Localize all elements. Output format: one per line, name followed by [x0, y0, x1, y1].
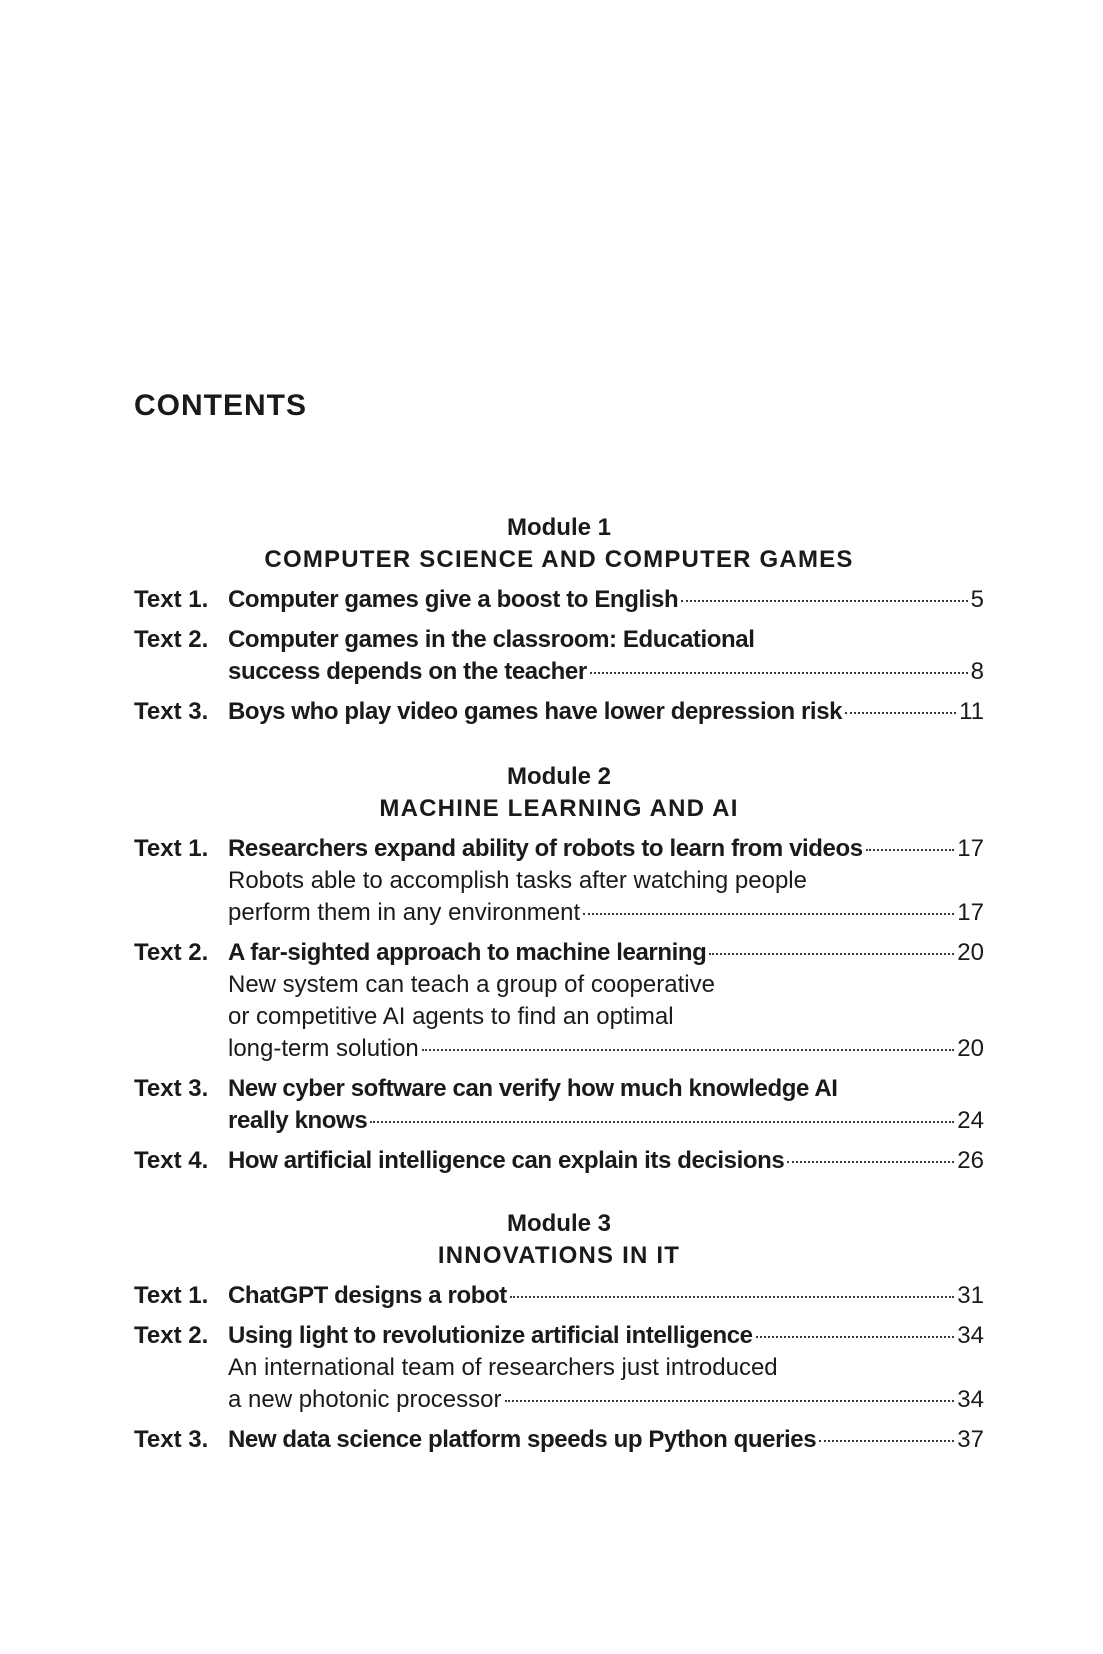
- module-number: Module 2: [506, 763, 611, 790]
- dot-leader: [590, 672, 968, 674]
- toc-entry-title-line: [228, 1320, 984, 1352]
- page-number: 37: [957, 1426, 984, 1453]
- toc-entry-title-line: [228, 1280, 984, 1312]
- toc-entry-text: Boys who play video games have lower depression risk: [228, 698, 843, 725]
- dot-leader: [819, 1440, 954, 1442]
- toc-entry-text: long-term solution: [228, 1035, 419, 1062]
- module-section: [134, 1208, 984, 1464]
- toc-entry-text: Computer games give a boost to English: [228, 586, 679, 613]
- dot-leader: [583, 913, 954, 915]
- module-title: INNOVATIONS IN IT: [437, 1242, 681, 1269]
- dot-leader: [422, 1049, 955, 1051]
- toc-entry[interactable]: [134, 584, 984, 616]
- toc-entry-text: perform them in any environment: [228, 899, 581, 926]
- toc-entry-body: [228, 1145, 984, 1177]
- dot-leader: [709, 953, 954, 955]
- toc-entry-text: Using light to revolutionize artificial intelligence: [228, 1322, 753, 1349]
- page-number: 24: [957, 1107, 984, 1134]
- toc-entry-body: [228, 584, 984, 616]
- toc-entry-text: success depends on the teacher: [228, 658, 587, 685]
- toc-entry-subtitle-line: New system can teach a group of cooperative: [228, 971, 715, 998]
- toc-entry-label: Text 1.: [134, 835, 209, 862]
- toc-entry-title-line: [228, 584, 984, 616]
- page-number: 31: [957, 1282, 984, 1309]
- toc-entry-title-line: [228, 1145, 984, 1177]
- toc-entry-label: Text 4.: [134, 1147, 209, 1174]
- toc-entry-body: [228, 1320, 984, 1416]
- toc-entry-title-line: [228, 1105, 984, 1137]
- dot-leader: [787, 1161, 954, 1163]
- toc-entry-body: [228, 937, 984, 1065]
- dot-leader: [845, 712, 956, 714]
- dot-leader: [866, 849, 955, 851]
- page-number: 11: [959, 698, 984, 725]
- toc-entry-label: Text 2.: [134, 939, 209, 966]
- page-number: 17: [957, 835, 984, 862]
- page-number: 34: [957, 1322, 984, 1349]
- toc-entry[interactable]: [134, 624, 984, 688]
- toc-entry-title-line: New cyber software can verify how much knowledge AI: [228, 1075, 838, 1102]
- toc-entry-subtitle-line: [228, 897, 984, 929]
- toc-entry[interactable]: [134, 833, 984, 929]
- toc-entry-text: Researchers expand ability of robots to learn from videos: [228, 835, 863, 862]
- toc-entry-title-line: [228, 833, 984, 865]
- toc-entry-text: a new photonic processor: [228, 1386, 502, 1413]
- toc-entry-text: A far-sighted approach to machine learning: [228, 939, 707, 966]
- toc-entry-title-line: Computer games in the classroom: Educational: [228, 626, 755, 653]
- toc-entry-body: [228, 1280, 984, 1312]
- page-number: 26: [957, 1147, 984, 1174]
- toc-entry-label: Text 3.: [134, 1075, 209, 1102]
- toc-entry-body: [228, 1073, 984, 1137]
- toc-entry-title-line: [228, 696, 984, 728]
- toc-entry[interactable]: [134, 1073, 984, 1137]
- toc-entry-subtitle-line: or competitive AI agents to find an optimal: [228, 1003, 674, 1030]
- dot-leader: [370, 1121, 954, 1123]
- module-section: [134, 761, 984, 1185]
- toc-entry-label: Text 2.: [134, 626, 209, 653]
- toc-entry-subtitle-line: [228, 1033, 984, 1065]
- dot-leader: [505, 1400, 955, 1402]
- toc-entry[interactable]: [134, 1145, 984, 1177]
- toc-entry-subtitle-line: Robots able to accomplish tasks after watching people: [228, 867, 807, 894]
- toc-entry-title-line: [228, 937, 984, 969]
- page-number: 17: [957, 899, 984, 926]
- page-title: CONTENTS: [134, 389, 307, 422]
- toc-entry-text: How artificial intelligence can explain its decisions: [228, 1147, 785, 1174]
- toc-entry-label: Text 3.: [134, 698, 209, 725]
- dot-leader: [510, 1296, 954, 1298]
- toc-entry[interactable]: [134, 937, 984, 1065]
- toc-entry-label: Text 3.: [134, 1426, 209, 1453]
- toc-entry-subtitle-line: An international team of researchers just introduced: [228, 1354, 778, 1381]
- toc-entry-title-line: [228, 656, 984, 688]
- toc-entry-text: really knows: [228, 1107, 368, 1134]
- toc-entry-label: Text 1.: [134, 586, 209, 613]
- page-number: 8: [970, 658, 984, 685]
- toc-entry[interactable]: [134, 1280, 984, 1312]
- toc-entry[interactable]: [134, 1424, 984, 1456]
- toc-entry[interactable]: [134, 696, 984, 728]
- page-number: 20: [957, 1035, 984, 1062]
- toc-entry-body: [228, 624, 984, 688]
- page-number: 34: [957, 1386, 984, 1413]
- module-number: Module 3: [506, 1210, 611, 1237]
- page-number: 20: [957, 939, 984, 966]
- toc-entry-label: Text 1.: [134, 1282, 209, 1309]
- toc-entry-title-line: [228, 1424, 984, 1456]
- toc-entry-body: [228, 1424, 984, 1456]
- toc-entry-text: New data science platform speeds up Python queries: [228, 1426, 817, 1453]
- toc-entry[interactable]: [134, 1320, 984, 1416]
- dot-leader: [756, 1336, 955, 1338]
- toc-entry-subtitle-line: [228, 1384, 984, 1416]
- module-section: [134, 512, 984, 736]
- module-title: MACHINE LEARNING AND AI: [379, 795, 739, 822]
- module-number: Module 1: [506, 514, 611, 541]
- dot-leader: [681, 600, 967, 602]
- toc-entry-label: Text 2.: [134, 1322, 209, 1349]
- toc-entry-body: [228, 833, 984, 929]
- toc-entry-body: [228, 696, 984, 728]
- module-title: COMPUTER SCIENCE AND COMPUTER GAMES: [264, 546, 854, 573]
- page-number: 5: [970, 586, 984, 613]
- toc-entry-text: ChatGPT designs a robot: [228, 1282, 507, 1309]
